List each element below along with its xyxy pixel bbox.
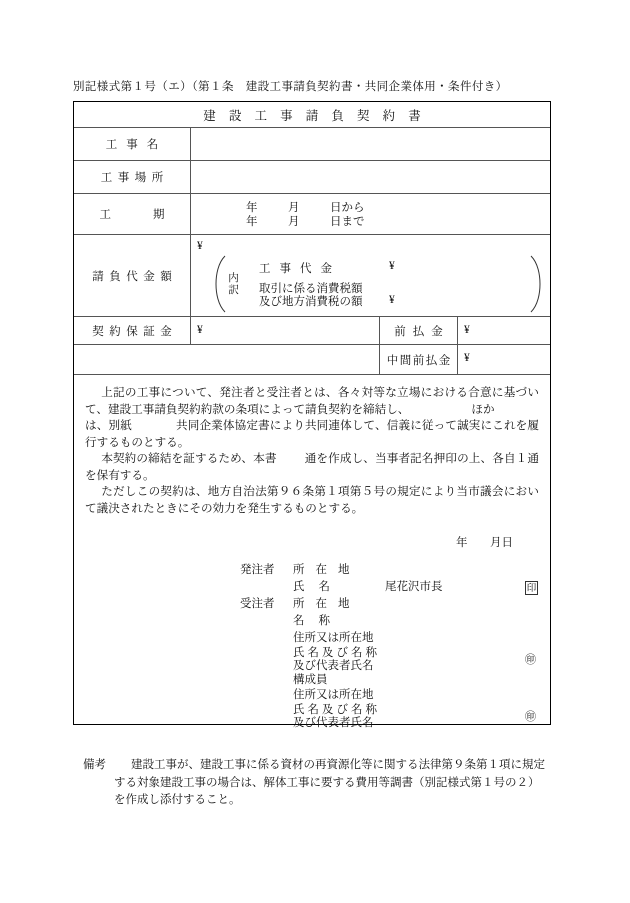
body-paragraph-1 bbox=[85, 385, 539, 418]
blank-cell bbox=[74, 345, 380, 374]
label-contract-bond bbox=[74, 317, 191, 344]
period-end-day-label: 日まで bbox=[330, 216, 365, 228]
signature-member-name-label-line2: 及び代表者氏名 bbox=[293, 659, 374, 672]
label-work-place-text: 工事場所 bbox=[100, 172, 169, 184]
work-period-lines bbox=[246, 201, 365, 229]
body-paragraph-2 bbox=[85, 451, 539, 484]
breakdown-right-bracket-icon bbox=[529, 255, 543, 313]
contract-table bbox=[73, 101, 551, 729]
contract-date-day-label: 日 bbox=[501, 537, 513, 549]
remark-line-2: する対象建設工事の場合は、解体工事に要する費用等調書（別記様式第１号の２） bbox=[114, 776, 540, 789]
label-interim-advance-payment bbox=[380, 345, 458, 374]
work-period-start-line bbox=[246, 201, 365, 215]
label-interim-advance-payment-text: 中間前払金 bbox=[386, 354, 452, 367]
signature-contractor-party-label: 受注者 bbox=[240, 597, 275, 610]
breakdown-label: 内訳 bbox=[228, 273, 239, 296]
table-row-contract-bond bbox=[74, 317, 550, 345]
field-interim-advance-payment[interactable] bbox=[458, 345, 550, 374]
seal-circle-icon-1: ㊞ bbox=[525, 653, 536, 666]
body-paragraph-2-part-b: 通を作成し、当事者記名押印の上、各自１通を保有する。 bbox=[85, 452, 539, 482]
seal-box-icon: 印 bbox=[525, 581, 538, 595]
field-contract-bond[interactable] bbox=[191, 317, 380, 344]
breakdown-rows bbox=[249, 257, 529, 311]
breakdown-consumption-tax-label-line1: 取引に係る消費税額 bbox=[259, 283, 363, 295]
signature-contractor-entity-label: 名称 bbox=[293, 614, 344, 627]
breakdown-construction-fee-label: 工事代金 bbox=[259, 263, 341, 275]
label-contract-amount bbox=[74, 235, 191, 316]
contract-body-block bbox=[74, 375, 550, 729]
remark-heading: 備考 bbox=[83, 759, 106, 771]
body-paragraph-1-part-a: 上記の工事について、発注者と受注者とは、各々対等な立場における合意に基づいて、建設工事請負契約約款の条項によって請負契約を締結し、 bbox=[85, 386, 539, 416]
table-row-contract-amount bbox=[74, 235, 550, 317]
breakdown-row-construction-fee bbox=[249, 257, 529, 284]
table-row-work-period bbox=[74, 194, 550, 235]
body-paragraph-3: ただしこの契約は、地方自治法第９６条第１項第５号の規定により当市議会において議決されたときにその効力を発生するものとする。 bbox=[85, 485, 539, 515]
signature-orderer-address-label: 所在地 bbox=[293, 563, 361, 576]
signature-member-address-label: 住所又は所在地 bbox=[293, 631, 374, 644]
table-row-work-place bbox=[74, 161, 550, 194]
label-work-period-text: 工期 bbox=[99, 209, 207, 221]
page-title: 建 設 工 事 請 負 契 約 書 bbox=[203, 108, 426, 123]
remark-line-3: を作成し添付すること。 bbox=[114, 794, 241, 806]
signature-orderer-name-value: 尾花沢市長 bbox=[385, 580, 443, 593]
label-advance-payment-text: 前払金 bbox=[394, 325, 450, 338]
signature-members-label: 構成員 bbox=[293, 673, 328, 686]
contract-amount-breakdown bbox=[213, 257, 543, 311]
label-advance-payment bbox=[380, 317, 458, 344]
signature-member2-address-label: 住所又は所在地 bbox=[293, 688, 374, 701]
remark-note bbox=[83, 757, 553, 810]
label-work-period bbox=[74, 194, 207, 234]
body-paragraph-1-part-c: は、別紙 bbox=[85, 419, 132, 432]
label-contract-amount-text: 請負代金額 bbox=[92, 270, 178, 283]
body-paragraph-1-part-b: ほか bbox=[471, 402, 495, 416]
label-work-place bbox=[74, 161, 191, 193]
breakdown-consumption-tax-label-line2: 及び地方消費税の額 bbox=[259, 296, 363, 308]
label-work-name-text: 工事名 bbox=[105, 139, 168, 151]
label-work-name bbox=[74, 128, 191, 160]
work-period-end-line bbox=[246, 215, 365, 229]
remark-line-1 bbox=[83, 757, 553, 775]
table-row-work-name bbox=[74, 128, 550, 161]
field-contract-amount[interactable] bbox=[191, 235, 550, 316]
contract-date-year-label: 年 bbox=[456, 537, 468, 549]
period-start-month-label: 月 bbox=[288, 202, 300, 214]
signature-block bbox=[85, 563, 539, 729]
signature-orderer-party-label: 発注者 bbox=[240, 563, 275, 576]
contract-amount-yen-symbol: ¥ bbox=[197, 240, 203, 252]
breakdown-construction-fee-yen: ¥ bbox=[389, 260, 395, 272]
contract-date-month-label: 月 bbox=[490, 537, 502, 549]
body-paragraph-1-part-d: 共同企業体協定書により共同連体して、信義に従って誠実にこれを履行するものとする。 bbox=[85, 419, 539, 449]
breakdown-row-consumption-tax bbox=[249, 284, 529, 311]
document-title-row bbox=[74, 102, 550, 128]
breakdown-consumption-tax-yen: ¥ bbox=[389, 294, 395, 306]
field-work-name[interactable] bbox=[191, 128, 550, 160]
signature-member2-name-label-line2: 及び代表者氏名 bbox=[293, 716, 374, 729]
remark-text-line-1: 建設工事が、建設工事に係る資材の再資源化等に関する法律第９条第１項に規定 bbox=[131, 759, 545, 771]
period-end-month-label: 月 bbox=[288, 216, 300, 228]
signature-member2-name-label-line1: 氏名及び名称 bbox=[293, 703, 380, 716]
contract-bond-yen-symbol: ¥ bbox=[197, 324, 203, 336]
signature-member-name-label-line1: 氏名及び名称 bbox=[293, 646, 380, 659]
breakdown-consumption-tax-label bbox=[259, 283, 363, 309]
label-contract-bond-text: 契約保証金 bbox=[92, 325, 178, 338]
table-row-body bbox=[74, 375, 550, 729]
advance-payment-yen-symbol: ¥ bbox=[464, 324, 470, 336]
period-start-day-label: 日から bbox=[330, 202, 365, 214]
breakdown-left-bracket-icon bbox=[213, 255, 227, 313]
field-advance-payment[interactable] bbox=[458, 317, 550, 344]
seal-circle-icon-2: ㊞ bbox=[525, 710, 536, 723]
period-end-year-label: 年 bbox=[246, 216, 258, 228]
signature-orderer-name-label: 氏名 bbox=[293, 580, 344, 593]
interim-advance-payment-yen-symbol: ¥ bbox=[464, 352, 470, 364]
period-start-year-label: 年 bbox=[246, 202, 258, 214]
body-paragraph-2-part-a: 本契約の締結を証するため、本書 bbox=[101, 452, 277, 465]
signature-contractor-address-label: 所在地 bbox=[293, 597, 361, 610]
field-work-period[interactable] bbox=[191, 194, 550, 234]
field-work-place[interactable] bbox=[191, 161, 550, 193]
form-code-heading: 別記様式第１号（エ）（第１条 建設工事請負契約書・共同企業体用・条件付き） bbox=[73, 81, 508, 93]
body-paragraph-1-cont bbox=[85, 418, 539, 451]
table-row-interim-advance-payment bbox=[74, 345, 550, 375]
contract-date-line[interactable] bbox=[85, 535, 539, 552]
